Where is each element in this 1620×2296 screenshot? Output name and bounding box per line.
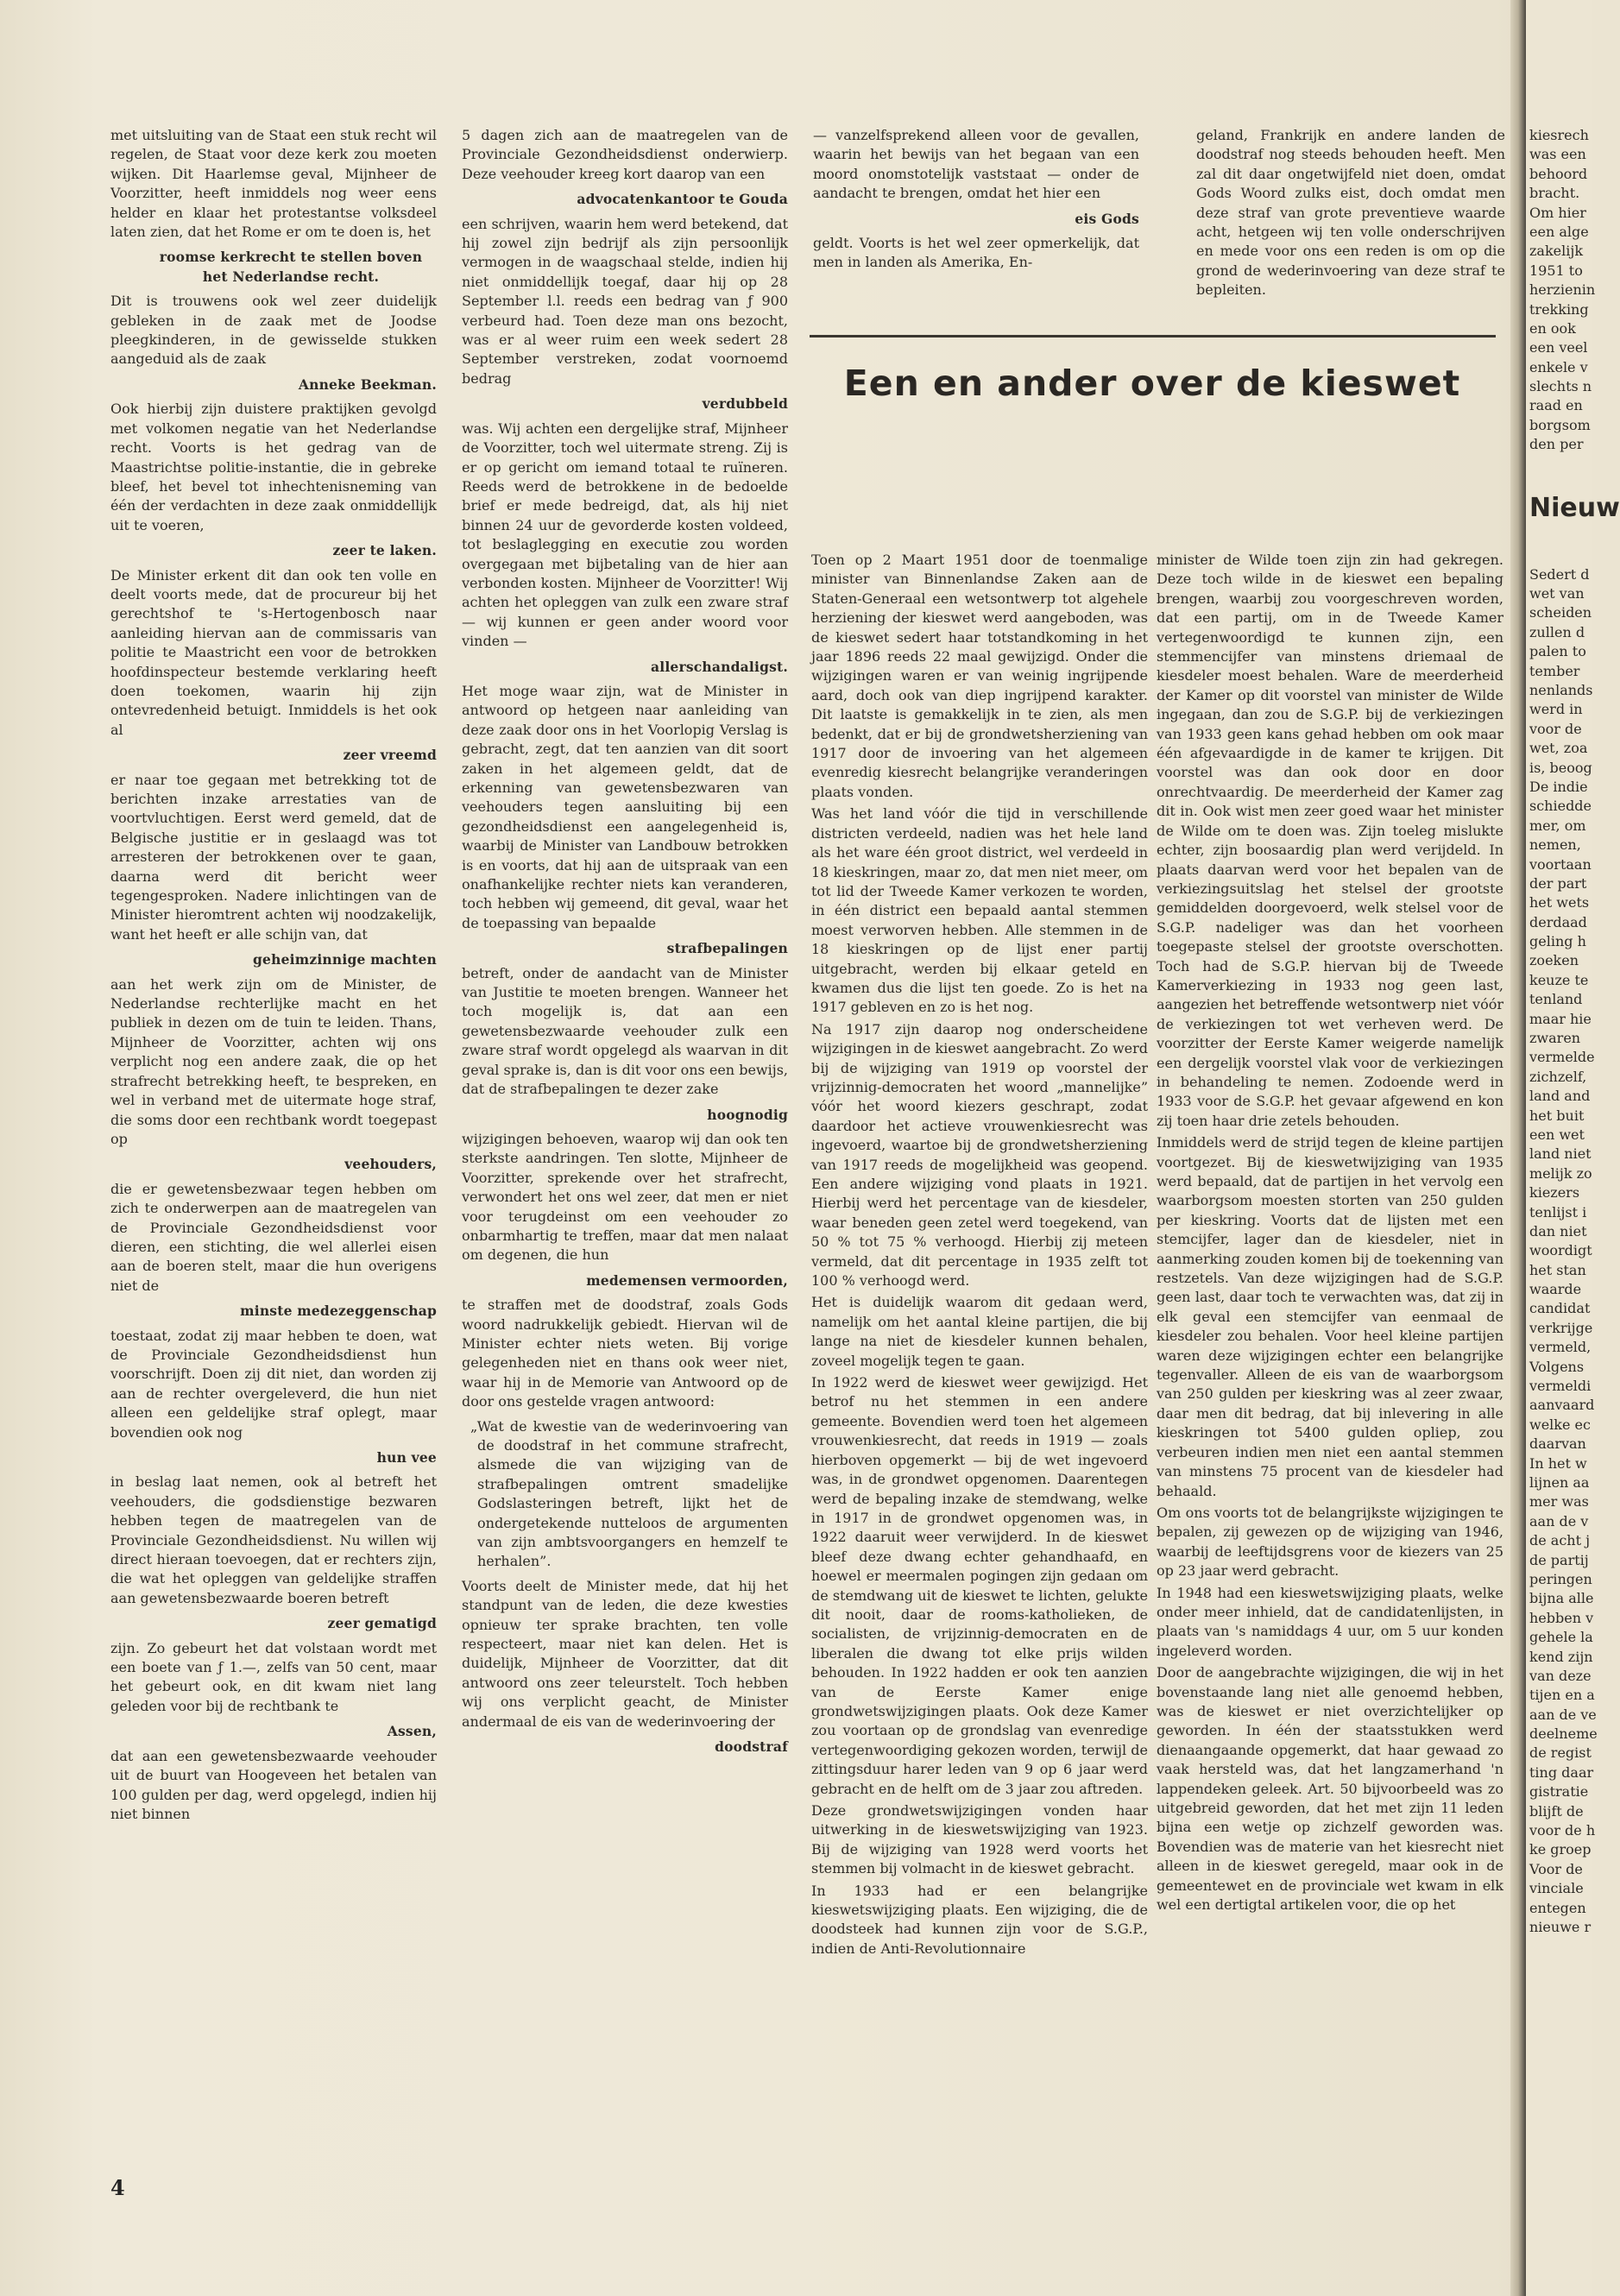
fragment-line: lijnen aa	[1529, 1474, 1590, 1491]
column-4	[1196, 126, 1505, 303]
fragment-line: melijk zo	[1529, 1164, 1592, 1182]
fragment-line: het wets	[1529, 894, 1590, 911]
fragment-line: aan de v	[1529, 1512, 1589, 1530]
adjacent-page-fragment	[1526, 0, 1620, 2296]
fragment-line: scheiden	[1529, 604, 1592, 621]
fragment-line: een alge	[1529, 223, 1589, 240]
paragraph: in beslag laat nemen, ook al betreft het veehouders, die godsdienstige bezwaren hebben tegen de maatregelen van de Provinciale Gezondheidsdienst. Nu willen wij direct hieraan toevoegen, dat er rechters zijn, die wat het opleggen van geldelijke straffen aan gewetensbezwaarde boeren betreft	[110, 1473, 437, 1606]
subheading: medemensen vermoorden,	[586, 1271, 788, 1289]
paragraph: Inmiddels werd de strijd tegen de kleine partijen voortgezet. Bij de kieswetwijziging van 1935 werd bepaald, dat de partijen in het vervolg een waarborgsom moesten storten van 250 gulden per kieskring. Voorts dat de lijsten met een stemcijfer, lager dan de kiesdeler, niet in aanmerking zouden komen bij de toekenning van restzetels. Van deze wijzigingen had de S.G.P. geen last, daar toch te verwachten was, dat zij in elk geval een stemcijfer van eenmaal de kiesdeler zou behalen. Voor heel kleine partijen waren deze wijzigingen echter een belangrijke tegenvaller. Alleen de eis van de waarborgsom van 250 gulden per kieskring was al zeer zwaar, daar men dit bedrag, dat bij inlevering in alle kieskringen tot 5400 gulden opliep, zou verbeuren indien men niet een aantal stemmen van minstens 75 procent van de kiesdeler had behaald.	[1157, 1134, 1503, 1499]
fragment-line: behoord	[1529, 165, 1588, 182]
fragment-line: was een	[1529, 146, 1586, 163]
paragraph: Was het land vóór die tijd in verschillende districten verdeeld, nadien was het hele land als het ware één groot district, wel verdeeld in 18 kieskringen, maar zo, dat men niet meer, om tot lid der Tweede Kamer verkozen te worden, in één district een bepaald aantal stemmen moest verworven hebben. Alle stemmen in de 18 kieskringen op de lijst ener partij uitgebracht, werden bij elkaar geteld en kwamen dus die lijst ten goede. Zo is het na 1917 gebleven en zo is het nog.	[811, 805, 1148, 1016]
fragment-line: gistratie	[1529, 1783, 1589, 1801]
fragment-line: de regist	[1529, 1744, 1592, 1762]
paragraph: zijn. Zo gebeurt het dat volstaan wordt met een boete van ƒ 1.—, zelfs van 50 cent, maar het gebeurt ook, en dit kwam niet lang geleden voor bij de rechtbank te	[110, 1639, 437, 1714]
fragment-line: waarde	[1529, 1281, 1582, 1298]
paragraph: aan het werk zijn om de Minister, de Nederlandse rechterlijke macht en het publiek in dezen om de tuin te leiden. Thans, Mijnheer de Voorzitter, achten wij ons verplicht nog een andere zaak, die op het strafrecht betrekking heeft, te bespreken, en wel in verband met de uitermate hoge straf, die soms door een rechtbank wordt toegepast op	[110, 975, 437, 1147]
kieswet-column-right	[1157, 551, 1503, 1917]
fragment-headline: Nieuw	[1529, 492, 1620, 523]
fragment-spacer	[1529, 527, 1592, 565]
subheading: Assen,	[387, 1723, 437, 1740]
paragraph: een schrijven, waarin hem werd betekend, dat hij zowel zijn bedrijf als zijn persoonlijk vermogen in de waagschaal stelde, indien hij niet onmiddellijk toegaf, daar hij op 28 September l.l. reeds een bedrag van ƒ 900 verbeurd had. Toen deze man ons bezocht, was er al weer ruim een week sedert 28 September verstreken, zodat voornoemd bedrag	[462, 215, 788, 387]
paragraph: De Minister erkent dit dan ook ten volle en deelt voorts mede, dat de procureur bij het gerechtshof te 's-Hertogenbosch naar aanleiding hiervan aan de commissaris van politie te Maastricht een voor de betrokken hoofdinspecteur bestemde verklaring heeft doen toekomen, waarin hij zijn ontevredenheid betuigt. Inmiddels is het ook al	[110, 566, 437, 738]
subheading: minste medezeggenschap	[240, 1303, 437, 1320]
fragment-line: mer, om	[1529, 817, 1586, 834]
fragment-line: verkrijge	[1529, 1319, 1593, 1336]
paragraph: Het is duidelijk waarom dit gedaan werd, namelijk om het aantal kleine partijen, die bij lange na niet de kiesdeler kunnen behalen, zoveel mogelijk tegen te gaan.	[811, 1294, 1148, 1369]
fragment-line: aan de ve	[1529, 1706, 1597, 1723]
fragment-line: tenlijst i	[1529, 1203, 1587, 1221]
section-divider	[810, 335, 1496, 337]
fragment-line: zoeken	[1529, 952, 1579, 969]
block-quote: „Wat de kwestie van de wederinvoering van de doodstraf in het commune strafrecht, alsmede die van wijziging van de strafbepalingen omtrent smadelijke Godslasteringen betreft, lijkt het de ondergetekende nutteloos de argumenten van zijn ambtsvoorgangers en hemzelf te herhalen”.	[470, 1417, 788, 1570]
subheading: verdubbeld	[702, 395, 788, 413]
fragment-line: gehele la	[1529, 1629, 1593, 1646]
fragment-line: vermeldi	[1529, 1378, 1592, 1395]
paragraph: In 1933 had er een belangrijke kieswetswijziging plaats. Een wijziging, die de doodsteek had kunnen zijn voor de S.G.P., indien de Anti-Revolutionnaire	[811, 1882, 1148, 1957]
fragment-line: zwaren	[1529, 1030, 1581, 1047]
fragment-line: geling h	[1529, 933, 1586, 950]
fragment-line: schiedde	[1529, 798, 1592, 815]
fragment-line: ke groep	[1529, 1841, 1592, 1858]
fragment-line: woordigt	[1529, 1242, 1592, 1259]
fragment-line: Om hier	[1529, 204, 1586, 221]
fragment-line: den per	[1529, 436, 1584, 453]
fragment-line: ting daar	[1529, 1763, 1594, 1781]
subheading: doodstraf	[715, 1738, 788, 1756]
fragment-line: kiesrech	[1529, 127, 1589, 143]
paragraph: minister de Wilde toen zijn zin had gekregen. Deze toch wilde in de kieswet een bepaling brengen, waarbij zou voorgeschreven worden, dat een partij, om in de Tweede Kamer vertegenwoordigd te kunnen zijn, een stemmencijfer van minstens driemaal de kiesdeler moest behalen. Ware de meerderheid der Kamer op dit voorstel van minister de Wilde ingegaan, dan zou de S.G.P. bij de verkiezingen van 1933 geen kans gehad hebben om ook maar één afgevaardigde in de kamer te krijgen. Dit voorstel was dan ook door en door onrechtvaardig. De meerderheid der Kamer zag dit in. Ook wist men zeer goed waar het minister de Wilde om te doen was. Zijn toeleg mislukte echter, zijn boosaardig plan werd verijdeld. In plaats daarvan werd voor het bepalen van de verkiezingsuitslag het stelsel der grootste gemiddelden doorgevoerd, welk stelsel voor de S.G.P. nadeliger was dan het voorheen toegepaste stelsel der grootste overschotten. Toch had de S.G.P. hiervan bij de Tweede Kamerverkiezing in 1933 nog geen last, aangezien het betreffende wetsontwerp niet vóór de verkiezingen tot wet verheven werd. De voorzitter der Eerste Kamer weigerde namelijk een dergelijk voorstel vlak voor de verkiezingen in behandeling te nemen. Zodoende werd in 1933 voor de S.G.P. het gevaar afgewend en kon zij toen haar drie zetels behouden.	[1157, 552, 1503, 1129]
paragraph: — vanzelfsprekend alleen voor de gevallen, waarin het bewijs van het begaan van een moord onomstotelijk vaststaat — onder de aandacht te brengen, omdat het hier een	[813, 127, 1139, 202]
fragment-line: keuze te	[1529, 971, 1589, 988]
fragment-line: werd in	[1529, 701, 1583, 718]
fragment-spacer	[1529, 455, 1592, 489]
fragment-line: bracht.	[1529, 185, 1580, 202]
fragment-line: enkele v	[1529, 358, 1588, 375]
fragment-line: tenland	[1529, 991, 1583, 1008]
fragment-line: het stan	[1529, 1261, 1586, 1278]
page-gutter	[1510, 0, 1526, 2296]
fragment-line: hebben v	[1529, 1609, 1594, 1626]
paragraph: Dit is trouwens ook wel zeer duidelijk gebleken in de zaak met de Joodse pleegkinderen, in de gewisselde stukken aangeduid als de zaak	[110, 293, 437, 368]
paragraph: geland, Frankrijk en andere landen de doodstraf nog steeds behouden heeft. Men zal dit daar ongetwijfeld niet doen, omdat Gods Woord zulks eist, doch omdat men deze straf van grote preventieve waarde acht, hetgeen wij ten volle onderschrijven en mede voor ons een reden is om op die grond de wederinvoering van deze straf te bepleiten.	[1196, 127, 1505, 299]
fragment-line: De indie	[1529, 778, 1588, 795]
fragment-line: wet van	[1529, 585, 1585, 602]
paragraph: Voorts deelt de Minister mede, dat hij het standpunt van de leden, die deze kwesties opnieuw ter sprake brachten, ten volle respecteert, maar niet kan delen. Het is duidelijk, Mijnheer de Voorzitter, dat dit antwoord ons zeer teleurstelt. Toch hebben wij ons verplicht geacht, de Minister andermaal de eis van de wederinvoering der	[462, 1577, 788, 1730]
fragment-line: zullen d	[1529, 623, 1585, 640]
subheading: roomse kerkrecht te stellen boven het Nederlandse recht.	[159, 249, 423, 285]
fragment-line: entegen	[1529, 1899, 1586, 1916]
subheading: zeer vreemd	[343, 747, 437, 764]
fragment-line: voortaan	[1529, 855, 1592, 873]
paragraph: Ook hierbij zijn duistere praktijken gevolgd met volkomen negatie van het Nederlandse recht. Voorts is het gedrag van de Maastrichtse politie-instantie, die in gebreke bleef, het bevel tot inhechtenisneming van één der verdachten in deze zaak onmiddellijk uit te voeren,	[110, 401, 437, 533]
subheading: allerschandaligst.	[651, 658, 788, 675]
paragraph: er naar toe gegaan met betrekking tot de berichten inzake arrestaties van de voortvluchtigen. Eerst werd gemeld, dat de Belgische justitie er in geslaagd was tot arresteren der betrokkenen over te gaan, daarna werd dit bericht weer tegengesproken. Nadere inlichtingen van de Minister hieromtrent achten wij noodzakelijk, want het heeft er alle schijn van, dat	[110, 771, 437, 943]
fragment-line: van deze	[1529, 1667, 1592, 1684]
fragment-line: kiezers	[1529, 1184, 1580, 1202]
subheading: hoognodig	[707, 1106, 788, 1123]
paragraph: In 1922 werd de kieswet weer gewijzigd. Het betrof nu het stemmen in een andere gemeente. Bovendien werd toen het algemeen vrouwenkiesrecht, dat reeds in 1919 — zoals hierboven opgemerkt — bij de wet ingevoerd was, in de grondwet opgenomen. Daarentegen werd de bepaling inzake de stemdwang, welke in 1917 in de grondwet opgenomen was, in 1922 daaruit weer verwijderd. In de kieswet bleef deze dwang echter gehandhaafd, en hoewel er meermalen pogingen zijn gedaan om de stemdwang uit de kieswet te lichten, gelukte dit nooit, daar de rooms-katholieken, de socialisten, de vrijzinnig-democraten en de liberalen die dwang tot elke prijs wilden behouden. In 1922 hadden er ook ten aanzien van de Eerste Kamer enige grondwetswijzigingen plaats. Ook deze Kamer zou voortaan op de grondslag van evenredige vertegenwoordiging gekozen worden, terwijl de zittingsduur harer leden van 9 op 6 jaar werd gebracht en de helft om de 3 jaar zou aftreden.	[811, 1374, 1148, 1797]
paragraph: die er gewetensbezwaar tegen hebben om zich te onderwerpen aan de maatregelen van de Provinciale Gezondheidsdienst voor dieren, een stichting, die wel allerlei eisen aan de boeren stelt, maar die hun overigens niet de	[110, 1180, 437, 1294]
fragment-line: tijen en a	[1529, 1687, 1595, 1704]
fragment-line: maar hie	[1529, 1010, 1592, 1027]
paragraph: was. Wij achten een dergelijke straf, Mijnheer de Voorzitter, toch wel uitermate streng. Zij is er op gericht om iemand totaal te ruïneren. Reeds werd de betrokkene in de bedoelde brief er mede bedreigd, dat, als hij niet binnen 24 uur de gevorderde kosten voldeed, tot beslaglegging en executie zou worden overgegaan met bijbetaling van de hier aan verbonden kosten. Mijnheer de Voorzitter! Wij achten het opleggen van zulk een zware straf — wij kunnen er geen ander woord voor vinden —	[462, 419, 788, 650]
fragment-line: de acht j	[1529, 1532, 1591, 1549]
fragment-line: candidat	[1529, 1300, 1591, 1317]
fragment-line: nenlands	[1529, 681, 1593, 698]
paragraph: Deze grondwetswijzigingen vonden haar uitwerking in de kieswetswijziging van 1923. Bij de wijziging van 1928 werd voorts het stemmen bij volmacht in de kieswet gebracht.	[811, 1802, 1148, 1877]
paragraph: Het moge waar zijn, wat de Minister in antwoord op hetgeen naar aanleiding van deze zaak door ons in het Voorlopig Verslag is gebracht, zegt, dat ten aanzien van dit soort zaken in het algemeen geldt, dat de erkenning van gewetensbezwaren van veehouders tegen aansluiting bij een gezondheidsdienst een aangelegenheid is, waarbij de Minister van Landbouw betrokken is en voorts, dat hij aan de uitspraak van een onafhankelijke rechter niets kan veranderen, toch hebben wij gemeend, dit geval, waar het de toepassing van bepaalde	[462, 682, 788, 931]
subheading: geheimzinnige machten	[253, 951, 437, 968]
fragment-line: voor de	[1529, 720, 1582, 737]
paragraph: te straffen met de doodstraf, zoals Gods woord nadrukkelijk gebiedt. Hiervan wil de Minister echter niets weten. Bij vorige gelegenheden niet en thans ook weer niet, waar hij in de Memorie van Antwoord op de door ons gestelde vragen antwoord:	[462, 1296, 788, 1410]
fragment-line: een wet	[1529, 1126, 1585, 1143]
paragraph: Om ons voorts tot de belangrijkste wijzigingen te bepalen, zij gewezen op de wijziging van 1946, waarbij de leeftijdsgrens voor de kiezers van 25 op 23 jaar werd gebracht.	[1157, 1504, 1503, 1580]
fragment-line: nemen,	[1529, 836, 1581, 854]
fragment-line: land niet	[1529, 1145, 1592, 1163]
subheading: zeer gematigd	[327, 1615, 437, 1632]
paragraph: Na 1917 zijn daarop nog onderscheidene wijzigingen in de kieswet aangebracht. Zo werd bij de wijziging van 1919 op voorstel der vrijzinnig-democraten het woord „mannelijke” vóór het woord kiezers geschrapt, zodat daardoor het actieve vrouwenkiesrecht was ingevoerd, waartoe bij de grondwetsherziening van 1917 reeds de mogelijkheid was geopend. Een andere wijziging vond plaats in 1921. Hierbij werd het percentage van de kiesdeler, waar beneden geen zetel werd toegekend, van 50 % tot 75 % verhoogd. Hierbij zij meteen vermeld, dat dit percentage in 1935 zelft tot 100 % verhoogd werd.	[811, 1020, 1148, 1290]
fragment-line: palen to	[1529, 643, 1586, 660]
fragment-line: tember	[1529, 662, 1580, 679]
fragment-line: deelneme	[1529, 1725, 1598, 1743]
paragraph: Door de aangebrachte wijzigingen, die wij in het bovenstaande lang niet alle genoemd hebben, was de kieswet er niet overzichtelijker op geworden. In één der staatsstukken werd dienaangaande opgemerkt, dat haar gewaad zo vaak hersteld was, dat het langzamerhand 'n lappendeken geleek. Art. 50 bijvoorbeeld was zo uitgebreid geworden, dat het met zijn 11 leden bijna een wetje op zichzelf geworden was. Bovendien was de materie van het kiesrecht niet alleen in de kieswet geregeld, maar ook in de gemeentewet en de provinciale wet kwam in elk wel een dertigtal artikelen voor, die op het	[1157, 1664, 1503, 1914]
fragment-line: borgsom	[1529, 416, 1591, 433]
subheading: strafbepalingen	[666, 940, 788, 957]
column-3	[813, 126, 1139, 275]
fragment-line: dan niet	[1529, 1222, 1587, 1239]
fragment-line: daarvan	[1529, 1435, 1586, 1453]
paragraph: betreft, onder de aandacht van de Minister van Justitie te moeten brengen. Wanneer het toch mogelijk is, dat aan een gewetensbezwaarde veehouder zulk een zware straf wordt opgelegd als waarvan in dit geval sprake is, dan is dit voor ons een bewijs, dat de strafbepalingen te dezer zake	[462, 964, 788, 1098]
article-headline: Een en ander over de kieswet	[843, 363, 1461, 404]
fragment-line: en ook	[1529, 319, 1576, 337]
fragment-line: derdaad	[1529, 913, 1587, 930]
fragment-line: zakelijk	[1529, 243, 1584, 260]
fragment-line: In het w	[1529, 1454, 1587, 1472]
fragment-line: welke ec	[1529, 1416, 1591, 1433]
fragment-line: is, beoog	[1529, 759, 1592, 776]
fragment-line: blijft de	[1529, 1802, 1584, 1820]
fragment-line: vermeld,	[1529, 1339, 1592, 1356]
paragraph: toestaat, zodat zij maar hebben te doen, wat de Provinciale Gezondheidsdienst hun voorschrijft. Doen zij dit niet, dan worden zij aan de rechter overgeleverd, die hun niet alleen een geldelijke straf oplegt, maar bovendien ook nog	[110, 1327, 437, 1441]
fragment-line: het buit	[1529, 1107, 1585, 1124]
fragment-line: kend zijn	[1529, 1648, 1593, 1665]
paragraph: In 1948 had een kieswetswijziging plaats, welke onder meer inhield, dat de candidatenlijsten, in plaats van 's namiddags 4 uur, om 5 uur konden ingeleverd worden.	[1157, 1584, 1503, 1659]
fragment-line: zichzelf,	[1529, 1068, 1587, 1085]
fragment-line: wet, zoa	[1529, 740, 1588, 757]
paragraph: dat aan een gewetensbezwaarde veehouder uit de buurt van Hoogeveen het betalen van 100 gulden per dag, werd opgelegd, indien hij niet binnen	[110, 1747, 437, 1822]
subheading: advocatenkantoor te Gouda	[577, 191, 788, 208]
fragment-line: 1951 to	[1529, 262, 1583, 279]
fragment-line: nieuwe r	[1529, 1918, 1592, 1935]
column-1	[110, 126, 437, 1826]
subheading: zeer te laken.	[332, 542, 437, 559]
subheading: hun vee	[376, 1449, 437, 1466]
kieswet-column-left	[811, 551, 1148, 1961]
paragraph: geldt. Voorts is het wel zeer opmerkelijk, dat men in landen als Amerika, En-	[813, 235, 1139, 271]
fragment-line: bijna alle	[1529, 1590, 1594, 1607]
fragment-line: der part	[1529, 874, 1587, 892]
fragment-line: de partij	[1529, 1551, 1589, 1568]
fragment-line: vinciale	[1529, 1880, 1584, 1897]
paragraph: met uitsluiting van de Staat een stuk recht wil regelen, de Staat voor deze kerk zou moeten wijken. Dit Haarlemse geval, Mijnheer de Voorzitter, heeft inmiddels nog weer eens helder en klaar het protestantse volksdeel laten zien, dat het Rome er om te doen is, het	[110, 127, 437, 241]
paragraph: 5 dagen zich aan de maatregelen van de Provinciale Gezondheidsdienst onderwierp. Deze veehouder kreeg kort daarop van een	[462, 127, 788, 182]
fragment-line: peringen	[1529, 1570, 1592, 1587]
fragment-line: voor de h	[1529, 1822, 1596, 1839]
subheading: Anneke Beekman.	[298, 375, 437, 393]
fragment-line: vermelde	[1529, 1049, 1595, 1066]
fragment-line: Sedert d	[1529, 565, 1590, 583]
paragraph: Toen op 2 Maart 1951 door de toenmalige minister van Binnenlandse Zaken aan de Staten-Generaal een wetsontwerp tot algehele herziening der kieswet werd aangeboden, was de kieswet sedert haar totstandkoming in het jaar 1896 reeds 22 maal gewijzigd. Onder die wijzigingen waren er van weinig ingrijpende aard, doch ook van diep ingrijpend karakter. Dit laatste is gemakkelijk in te zien, als men bedenkt, dat er bij de grondwetsherziening van 1917 door de invoering van het algemeen evenredig kiesrecht belangrijke veranderingen plaats vonden.	[811, 552, 1148, 800]
fragment-line: aanvaard	[1529, 1397, 1595, 1414]
column-2	[462, 126, 788, 1763]
fragment-line: een veel	[1529, 339, 1588, 356]
fragment-line: mer was	[1529, 1493, 1589, 1511]
fragment-line: Voor de	[1529, 1860, 1583, 1877]
page-number: 4	[110, 2175, 125, 2200]
fragment-line: raad en	[1529, 397, 1583, 414]
fragment-line: land and	[1529, 1088, 1591, 1105]
subheading: veehouders,	[344, 1156, 437, 1173]
fragment-line: trekking	[1529, 300, 1589, 318]
adjacent-page-text	[1529, 126, 1620, 1937]
subheading: eis Gods	[1075, 210, 1139, 227]
fragment-line: Volgens	[1529, 1358, 1585, 1375]
fragment-line: slechts n	[1529, 378, 1592, 395]
paragraph: wijzigingen behoeven, waarop wij dan ook ten sterkste aandringen. Ten slotte, Mijnheer de Voorzitter, sprekende over het strafrecht, verwondert het ons wel zeer, dat men er niet voor terugdeinst om een veehouder zo onbarmhartig te treffen, maar dat men nalaat om degenen, die hun	[462, 1130, 788, 1264]
fragment-line: herzienin	[1529, 281, 1596, 299]
